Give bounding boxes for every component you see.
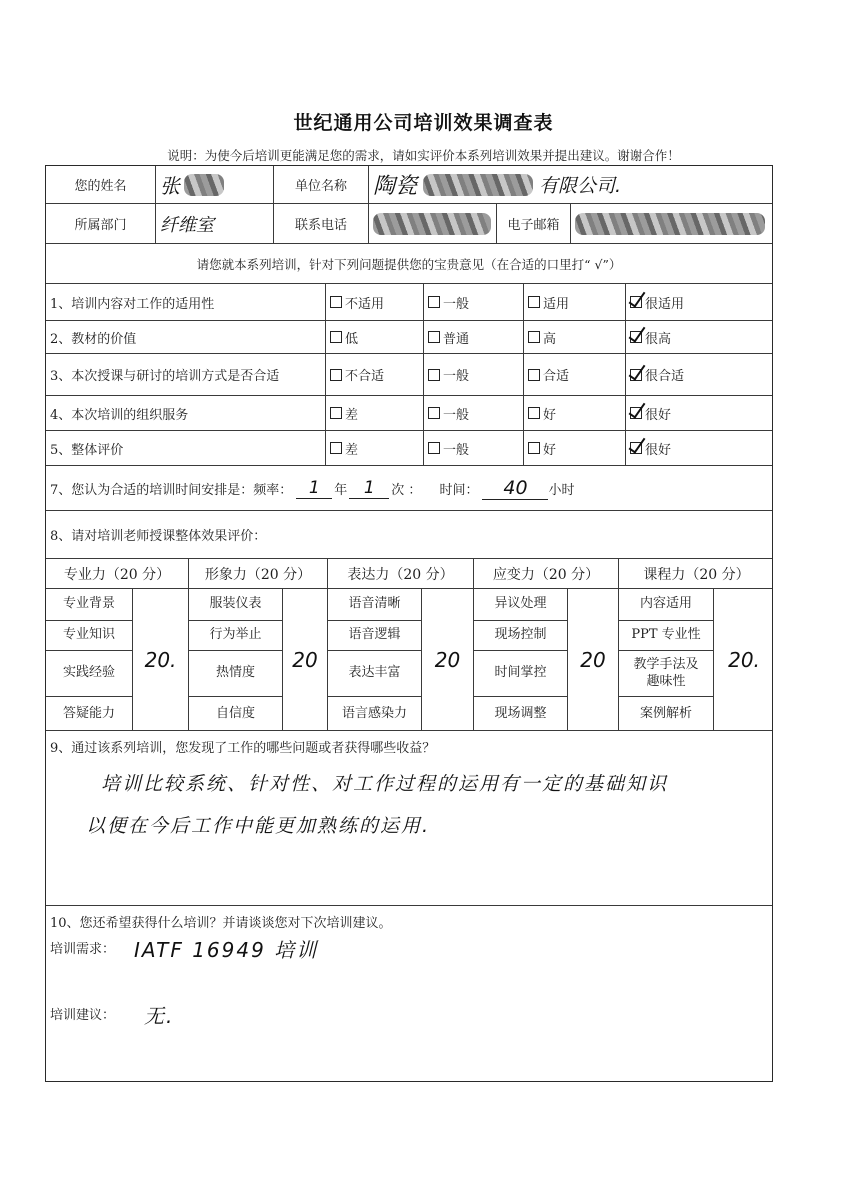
category-items: [46, 589, 133, 730]
checked-checkbox-icon[interactable]: [630, 296, 642, 308]
checkbox-icon[interactable]: [330, 331, 342, 343]
times-unit: 次 ：: [391, 482, 422, 498]
checkbox-icon[interactable]: [330, 407, 342, 419]
hours-field[interactable]: 40: [482, 477, 548, 500]
redaction-mark: [575, 213, 765, 235]
checkbox-icon[interactable]: [428, 296, 440, 308]
rating-option-selected[interactable]: 很适用: [626, 284, 774, 320]
checkbox-icon[interactable]: [528, 442, 540, 454]
checked-checkbox-icon[interactable]: [630, 369, 642, 381]
criterion: 实践经验: [46, 651, 132, 697]
q8-body-row: [46, 589, 772, 731]
category-header: 应变力（20 分）: [474, 559, 619, 588]
redaction-mark: [373, 213, 491, 235]
rating-question: 1、培训内容对工作的适用性: [46, 284, 326, 320]
name-value: 张: [160, 174, 180, 198]
redaction-mark: [184, 174, 224, 196]
criterion: 答疑能力: [62, 705, 115, 721]
score-field[interactable]: 20: [568, 589, 619, 730]
checkbox-icon[interactable]: [528, 369, 540, 381]
criterion: 时间掌控: [474, 651, 567, 697]
criterion: 语音逻辑: [328, 621, 421, 651]
q7-content: [46, 466, 772, 510]
q7-label: 7、您认为合适的培训时间安排是：频率：: [50, 482, 293, 498]
checkbox-icon[interactable]: [428, 369, 440, 381]
criterion: 服装仪表: [189, 589, 282, 621]
rating-option-selected[interactable]: 很合适: [626, 354, 774, 395]
category-header: 形象力（20 分）: [189, 559, 328, 588]
criterion: 案例解析: [639, 705, 692, 721]
rating-option[interactable]: 一般: [424, 431, 524, 465]
company-value-start: 陶瓷: [373, 174, 418, 199]
time-label: 时间：: [439, 482, 479, 498]
phone-field[interactable]: [369, 204, 497, 243]
score-field[interactable]: 20: [283, 589, 328, 730]
category-header: 专业力（20 分）: [46, 559, 189, 588]
criterion: 教学手法及趣味性: [619, 651, 713, 697]
q10-row: [46, 906, 772, 1083]
email-label: 电子邮箱: [497, 204, 571, 243]
checkbox-icon[interactable]: [428, 442, 440, 454]
category-items: [189, 589, 283, 730]
hours-unit: 小时: [548, 482, 575, 498]
q10-label: 10、您还希望获得什么培训？并请谈谈您对下次培训建议。: [50, 916, 392, 931]
checked-checkbox-icon[interactable]: [630, 442, 642, 454]
q9-answer-line-1[interactable]: 培训比较系统、针对性、对工作过程的运用有一定的基础知识: [101, 773, 669, 795]
q9-label: 9、通过该系列培训，您发现了工作的哪些问题或者获得哪些收益？: [50, 741, 436, 756]
category-items: [619, 589, 714, 730]
instructions-row: [46, 244, 772, 284]
rating-option-selected[interactable]: 很高: [626, 321, 774, 353]
checkbox-icon[interactable]: [528, 331, 540, 343]
score-field[interactable]: 20.: [728, 647, 760, 672]
rating-option[interactable]: 一般: [424, 354, 524, 395]
criterion: 热情度: [189, 651, 282, 697]
checkbox-icon[interactable]: [330, 296, 342, 308]
name-label: 您的姓名: [46, 166, 156, 203]
year-unit: 年: [334, 482, 348, 498]
demand-label: 培训需求：: [50, 942, 116, 957]
rating-question: 3、本次授课与研讨的培训方式是否合适: [46, 354, 326, 395]
rating-option[interactable]: 高: [524, 321, 626, 353]
company-label: 单位名称: [274, 166, 369, 203]
rating-row: [46, 284, 772, 321]
rating-row: [46, 321, 772, 354]
checked-checkbox-icon[interactable]: [630, 407, 642, 419]
form-title: 世纪通用公司培训效果调查表: [293, 112, 554, 134]
category-header: 课程力（20 分）: [643, 566, 750, 583]
rating-row: [46, 431, 772, 466]
instructions-text: 请您就本系列培训，针对下列问题提供您的宝贵意见（在合适的口里打“ √”）: [196, 256, 622, 272]
rating-option-selected[interactable]: 很好: [626, 431, 774, 465]
rating-option[interactable]: 好: [524, 431, 626, 465]
criterion: 表达丰富: [328, 651, 421, 697]
dept-value: 纤维室: [160, 214, 214, 236]
rating-option[interactable]: 不适用: [326, 284, 424, 320]
q8-label: 8、请对培训老师授课整体效果评价：: [50, 529, 267, 544]
q9-row: [46, 731, 772, 906]
rating-option[interactable]: 低: [326, 321, 424, 353]
criterion: 异议处理: [474, 589, 567, 621]
rating-question: 4、本次培训的组织服务: [46, 396, 326, 430]
rating-option[interactable]: 适用: [524, 284, 626, 320]
category-items: [328, 589, 422, 730]
checkbox-icon[interactable]: [330, 369, 342, 381]
checkbox-icon[interactable]: [428, 407, 440, 419]
q7-row: [46, 466, 772, 511]
frequency-years-field[interactable]: 1: [296, 478, 332, 499]
category-items: [474, 589, 568, 730]
criterion: 自信度: [215, 705, 255, 721]
score-field[interactable]: 20: [422, 589, 474, 730]
rating-option[interactable]: 一般: [424, 284, 524, 320]
company-field[interactable]: [369, 166, 774, 203]
rating-option[interactable]: 合适: [524, 354, 626, 395]
suggestion-label: 培训建议：: [50, 1008, 116, 1023]
suggestion-value[interactable]: 无.: [144, 1004, 175, 1028]
company-value-end: 有限公司.: [539, 175, 622, 197]
form-note: 说明：为使今后培训更能满足您的需求，请如实评价本系列培训效果并提出建议。谢谢合作！: [167, 148, 680, 163]
name-field[interactable]: [156, 166, 274, 203]
checkbox-icon[interactable]: [528, 407, 540, 419]
frequency-times-field[interactable]: 1: [349, 478, 389, 499]
checkbox-icon[interactable]: [330, 442, 342, 454]
criterion: 现场控制: [474, 621, 567, 651]
rating-option[interactable]: 好: [524, 396, 626, 430]
info-row-2: [46, 204, 772, 244]
rating-option-selected[interactable]: 很好: [626, 396, 774, 430]
info-row-1: [46, 166, 772, 204]
checked-checkbox-icon[interactable]: [630, 331, 642, 343]
dept-field[interactable]: [156, 204, 274, 243]
rating-question: 5、整体评价: [46, 431, 326, 465]
dept-label: 所属部门: [46, 204, 156, 243]
criterion: 专业知识: [46, 621, 132, 651]
demand-value[interactable]: IATF 16949 培训: [134, 938, 319, 962]
rating-question: 2、教材的价值: [46, 321, 326, 353]
checkbox-icon[interactable]: [428, 331, 440, 343]
criterion: 行为举止: [189, 621, 282, 651]
q9-answer-line-2[interactable]: 以便在今后工作中能更加熟练的运用.: [86, 815, 431, 837]
rating-option[interactable]: 差: [326, 431, 424, 465]
q8-row: [46, 511, 772, 559]
email-field[interactable]: [571, 204, 774, 243]
rating-row: [46, 354, 772, 396]
q8-header-row: [46, 559, 772, 589]
category-header: 表达力（20 分）: [328, 559, 474, 588]
criterion: PPT 专业性: [619, 621, 713, 651]
rating-option[interactable]: 普通: [424, 321, 524, 353]
criterion: 专业背景: [46, 589, 132, 621]
criterion: 内容适用: [619, 589, 713, 621]
criterion: 语音清晰: [328, 589, 421, 621]
rating-option[interactable]: 不合适: [326, 354, 424, 395]
criterion: 现场调整: [494, 705, 547, 721]
rating-option[interactable]: 差: [326, 396, 424, 430]
survey-form: [45, 165, 773, 1082]
criterion: 语言感染力: [341, 705, 407, 721]
checkbox-icon[interactable]: [528, 296, 540, 308]
rating-option[interactable]: 一般: [424, 396, 524, 430]
rating-row: [46, 396, 772, 431]
score-field[interactable]: 20.: [133, 589, 189, 730]
phone-label: 联系电话: [274, 204, 369, 243]
redaction-mark: [423, 174, 533, 196]
